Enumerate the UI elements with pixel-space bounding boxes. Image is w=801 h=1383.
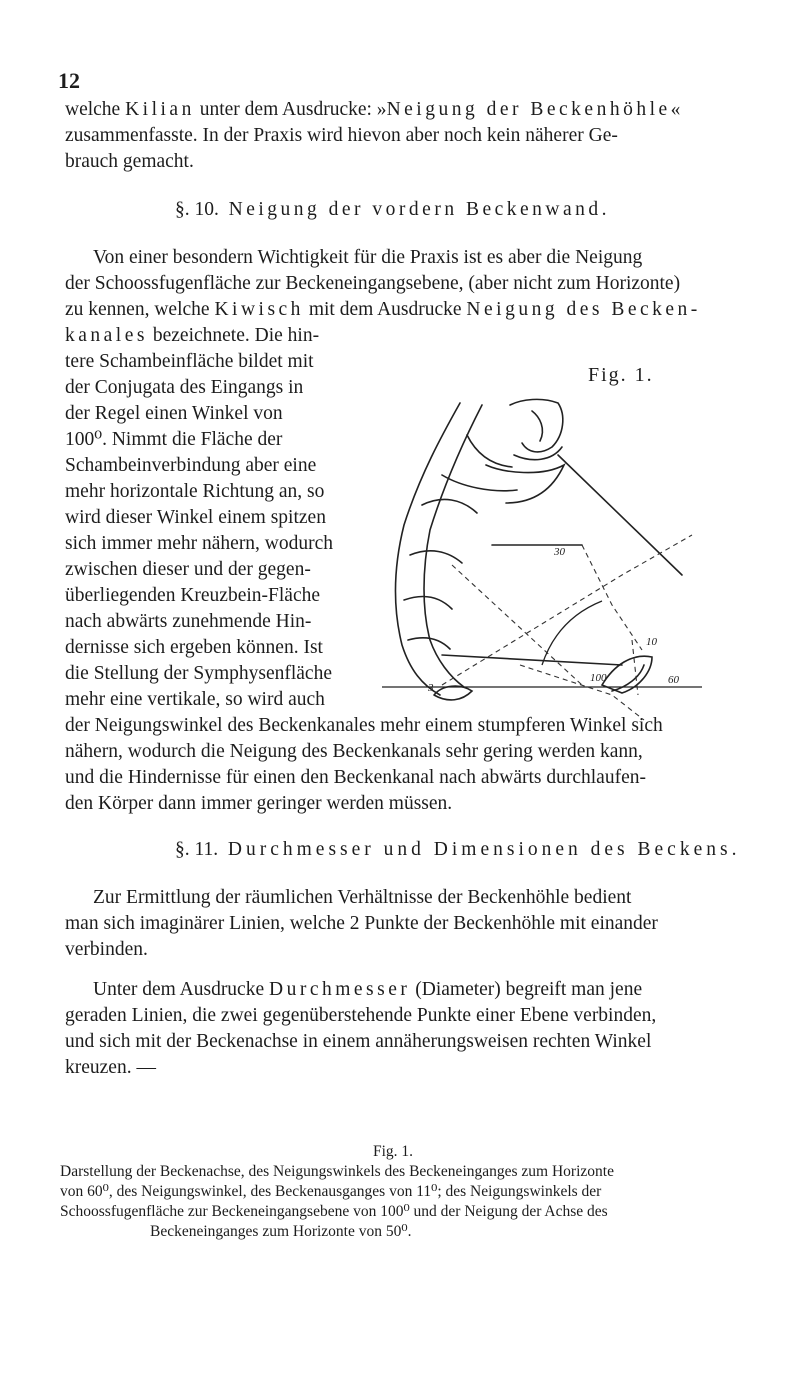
caption-line-4: Beckeneinganges zum Horizonte von 50⁰. [150,1223,412,1240]
s10-line-20: nähern, wodurch die Neigung des Beckenkanals sehr gering werden kann, [65,741,643,762]
s10-line-8: 100⁰. Nimmt die Fläche der [65,429,283,450]
caption-line-2: von 60⁰, des Neigungswinkel, des Beckenausganges von 11⁰; des Neigungswinkels der [60,1183,602,1200]
s10-text: zu kennen, welche [65,299,215,320]
angle-label-100: 100 [590,672,607,684]
axis-dashed-3 [582,545,642,650]
caption-title: Fig. 1. [373,1143,414,1160]
angle-label-60: 60 [668,674,679,686]
term-kanales: kanales [65,325,148,346]
s10-line-10: mehr horizontale Richtung an, so [65,481,325,502]
section-11-title: Durchmesser und Dimensionen des Beckens. [227,839,741,860]
s10-line-18: mehr eine vertikale, so wird auch [65,689,325,710]
s10-line-13: zwischen dieser und der gegen- [65,559,311,580]
angle-label-30: 30 [554,546,565,558]
term-neigung-beckenkanales: Neigung des Becken- [466,299,701,320]
s11-line-7: kreuzen. — [65,1057,156,1078]
s11-line-3: verbinden. [65,939,148,960]
angle-label-3: 3 [428,682,434,694]
s10-line-11: wird dieser Winkel einem spitzen [65,507,326,528]
sacrum-outline [395,403,460,695]
s10-line-12: sich immer mehr nähern, wodurch [65,533,334,554]
s10-line-14: überliegenden Kreuzbein-Fläche [65,585,321,606]
s11-text: (Diameter) begreift man jene [410,979,643,1000]
section-10-title: Neigung der vordern Beckenwand. [228,199,611,220]
section-10-number: §. 10. [175,199,219,220]
sacrum-inner [424,405,482,687]
angle-label-10: 10 [646,636,657,648]
s10-line-22: den Körper dann immer geringer werden müssen. [65,793,453,814]
s11-line-6: und sich mit der Beckenachse in einem annäherungsweisen rechten Winkel [65,1031,652,1052]
s11-text: Unter dem Ausdrucke [93,979,269,1000]
author-kiwisch: Kiwisch [214,299,304,320]
s11-line-5: geraden Linien, die zwei gegenüberstehende Punkte einer Ebene verbinden, [65,1005,657,1026]
section-11-heading [175,838,740,862]
s10-line-3 [65,298,701,322]
s10-line-5: tere Schambeinfläche bildet mit [65,351,314,372]
section-10-heading [175,198,610,222]
s10-line-7: der Regel einen Winkel von [65,403,283,424]
s10-text: bezeichnete. Die hin- [147,325,320,346]
conjugata-line [558,455,682,575]
s10-line-19: der Neigungswinkel des Beckenkanales mehr einem stumpferen Winkel sich [65,715,663,736]
symphysis-outline [510,399,563,452]
s10-text: mit dem Ausdrucke [303,299,467,320]
s10-line-21: und die Hindernisse für einen den Beckenkanal nach abwärts durchlaufen- [65,767,646,788]
s11-line-4 [93,978,642,1002]
intro-line-3: brauch gemacht. [65,151,194,172]
author-kilian: Kilian [125,99,195,120]
figure-label: Fig. 1. [588,364,654,386]
s10-line-15: nach abwärts zunehmende Hin- [65,611,312,632]
s10-line-6: der Conjugata des Eingangs in [65,377,304,398]
s10-line-16: dernisse sich ergeben können. Ist [65,637,323,658]
intro-line-2: zusammenfasste. In der Praxis wird hievon aber noch kein näherer Ge- [65,125,618,146]
inlet-plane [442,655,622,665]
s11-line-2: man sich imaginärer Linien, welche 2 Punkte der Beckenhöhle mit einander [65,913,658,934]
s11-line-1: Zur Ermittlung der räumlichen Verhältnisse der Beckenhöhle bedient [93,887,632,908]
term-durchmesser: Durchmesser [269,979,411,1000]
intro-text: unter dem Ausdrucke: » [194,99,387,120]
page-number: 12 [58,68,80,93]
term-neigung-beckenhoehle: Neigung der Beckenhöhle [386,99,671,120]
intro-text: welche [65,99,126,120]
caption-line-3: Schoossfugenfläche zur Beckeneingangsebene von 100⁰ und der Neigung der Achse des [60,1203,608,1220]
s10-line-9: Schambeinverbindung aber eine [65,455,317,476]
intro-line-1 [65,98,680,122]
axis-dashed-1 [452,565,582,685]
s10-line-17: die Stellung der Symphysenfläche [65,663,332,684]
s10-line-4 [65,324,319,348]
section-11-number: §. 11. [175,839,219,860]
s10-line-1: Von einer besondern Wichtigkeit für die Praxis ist es aber die Neigung [93,247,643,268]
intro-text: « [670,99,681,120]
pelvis-figure [382,395,702,735]
caption-line-1: Darstellung der Beckenachse, des Neigungswinkels des Beckeneinganges zum Horizonte [60,1163,614,1180]
s10-line-2: der Schoossfugenfläche zur Beckeneingangsebene, (aber nicht zum Horizonte) [65,273,681,294]
